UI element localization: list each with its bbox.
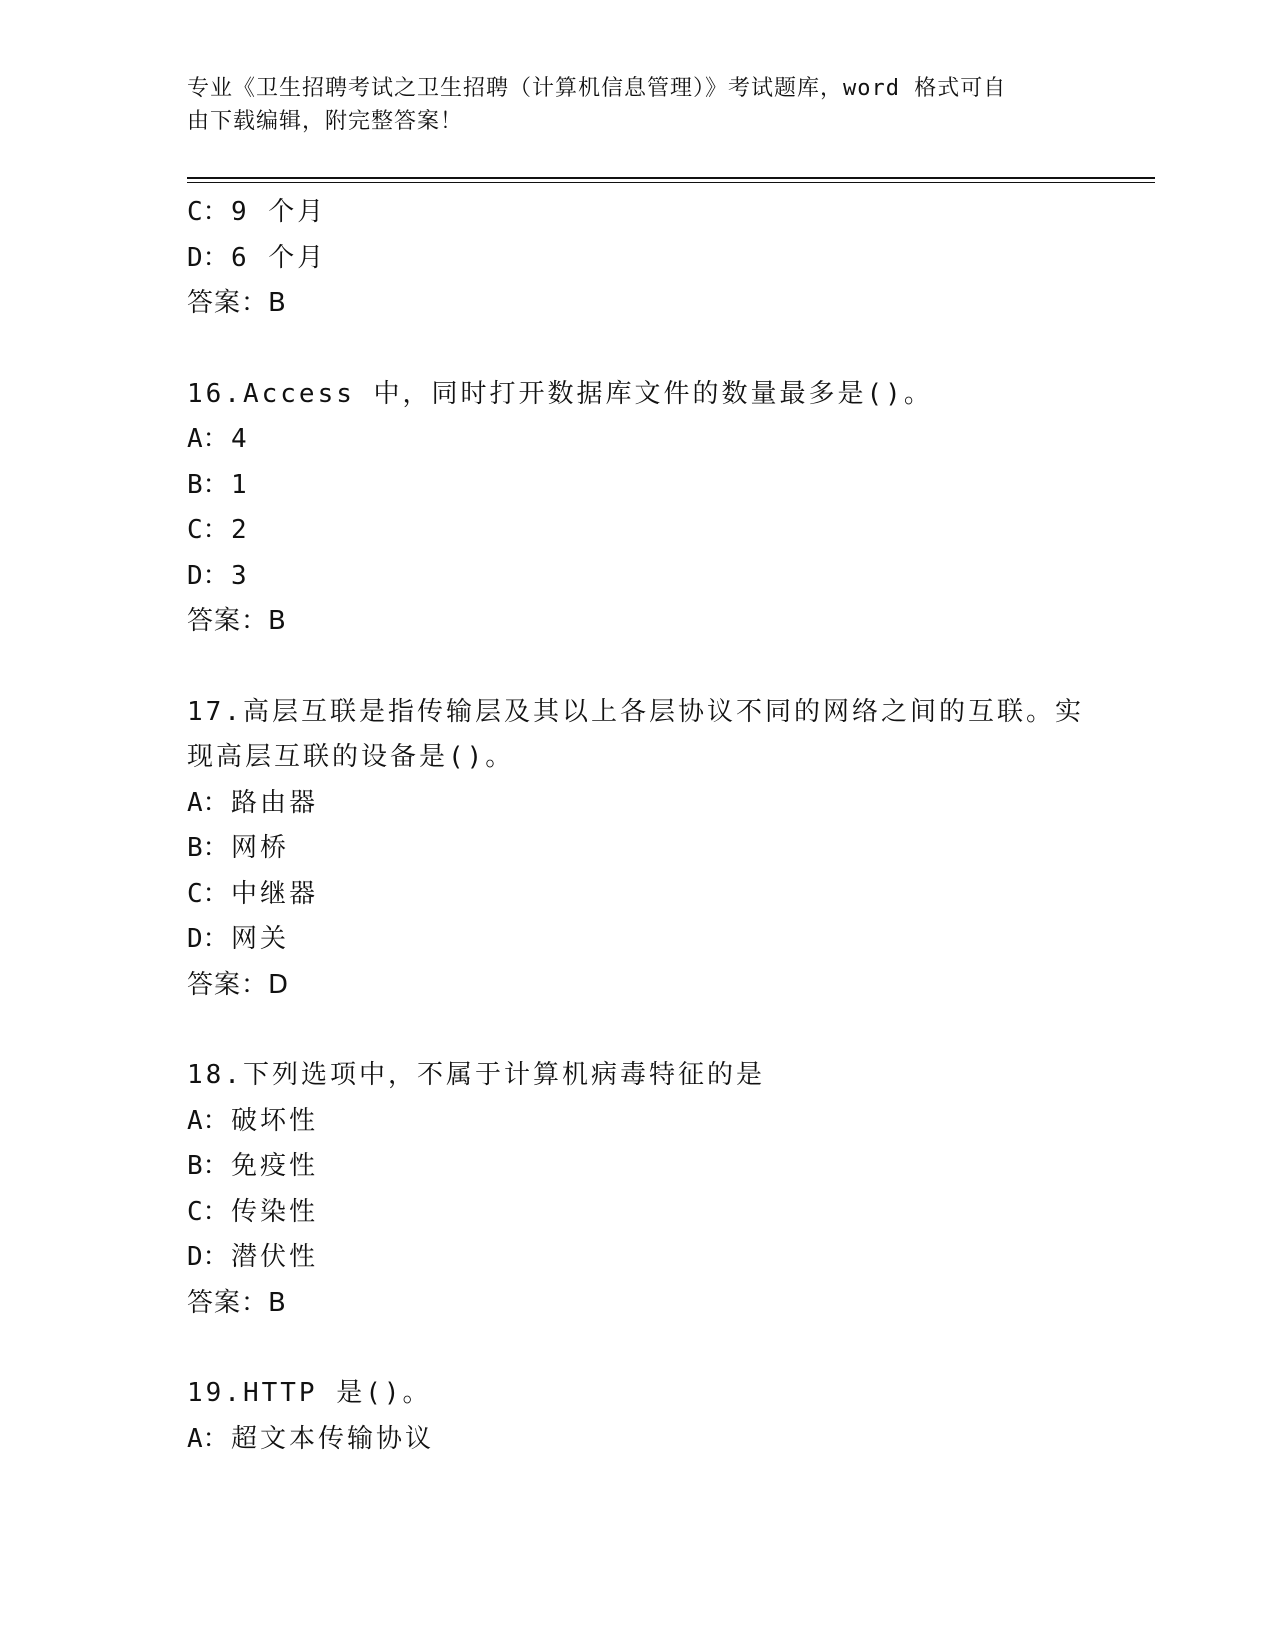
- option-text: 6 个月: [231, 242, 327, 273]
- option-text: 1: [231, 469, 250, 500]
- option-letter: D：: [187, 560, 229, 591]
- page-header: [187, 72, 1087, 138]
- option-text: 9 个月: [231, 197, 327, 227]
- option-letter: C：: [187, 878, 229, 909]
- option-d: [187, 917, 1087, 963]
- option-text: 2: [231, 515, 250, 545]
- option-letter: B：: [187, 469, 229, 500]
- answer: 答案：D: [187, 969, 290, 1000]
- option-text: 破坏性: [231, 1105, 319, 1136]
- header-line-2: 由下载编辑，附完整答案！: [187, 109, 464, 134]
- question-list: [187, 190, 1087, 1462]
- question-text: 17.高层互联是指传输层及其以上各层协议不同的网络之间的互联。实: [187, 696, 1084, 727]
- option-c: [187, 1190, 1087, 1236]
- header-line-1: 专业《卫生招聘考试之卫生招聘（计算机信息管理）》考试题库，word 格式可自: [187, 76, 1007, 101]
- option-c: [187, 190, 1087, 236]
- option-letter: D：: [187, 1242, 229, 1272]
- option-letter: C：: [187, 197, 229, 227]
- option-text: 超文本传输协议: [231, 1423, 435, 1454]
- option-b: [187, 1144, 1087, 1190]
- option-letter: B：: [187, 1151, 229, 1181]
- option-d: [187, 1235, 1087, 1281]
- option-d: [187, 236, 1087, 282]
- option-text: 3: [231, 560, 250, 591]
- option-b: [187, 463, 1087, 509]
- option-letter: C：: [187, 1196, 229, 1227]
- option-letter: D：: [187, 242, 229, 273]
- option-c: [187, 508, 1087, 554]
- question-text: 16.Access 中，同时打开数据库文件的数量最多是()。: [187, 378, 933, 409]
- option-letter: A：: [187, 787, 229, 818]
- question-17: [187, 690, 1087, 1009]
- question-16: [187, 372, 1087, 645]
- option-letter: C：: [187, 515, 229, 545]
- question-text-cont: 现高层互联的设备是()。: [187, 742, 515, 772]
- option-letter: A：: [187, 1423, 229, 1454]
- question-18: [187, 1053, 1087, 1326]
- option-c: [187, 872, 1087, 918]
- question-carryover: [187, 190, 1087, 327]
- option-text: 中继器: [231, 878, 319, 909]
- answer: 答案：B: [187, 288, 287, 318]
- question-19: [187, 1371, 1087, 1462]
- option-text: 潜伏性: [231, 1242, 319, 1272]
- question-text: 19.HTTP 是()。: [187, 1378, 432, 1408]
- option-text: 网桥: [231, 833, 290, 863]
- option-letter: D：: [187, 924, 229, 954]
- answer: 答案：B: [187, 606, 287, 636]
- option-letter: A：: [187, 424, 229, 454]
- header-divider-thin: [187, 182, 1155, 183]
- option-text: 路由器: [231, 787, 319, 818]
- option-text: 免疫性: [231, 1151, 319, 1181]
- header-divider: [187, 177, 1155, 179]
- option-a: [187, 417, 1087, 463]
- question-text: 18.下列选项中，不属于计算机病毒特征的是: [187, 1060, 765, 1090]
- option-b: [187, 826, 1087, 872]
- option-text: 网关: [231, 924, 290, 954]
- option-d: [187, 554, 1087, 600]
- option-a: [187, 1099, 1087, 1145]
- option-letter: A：: [187, 1105, 229, 1136]
- answer: 答案：B: [187, 1287, 287, 1318]
- option-a: [187, 781, 1087, 827]
- option-a: [187, 1417, 1087, 1463]
- option-text: 4: [231, 424, 250, 454]
- option-letter: B：: [187, 833, 229, 863]
- option-text: 传染性: [231, 1196, 319, 1227]
